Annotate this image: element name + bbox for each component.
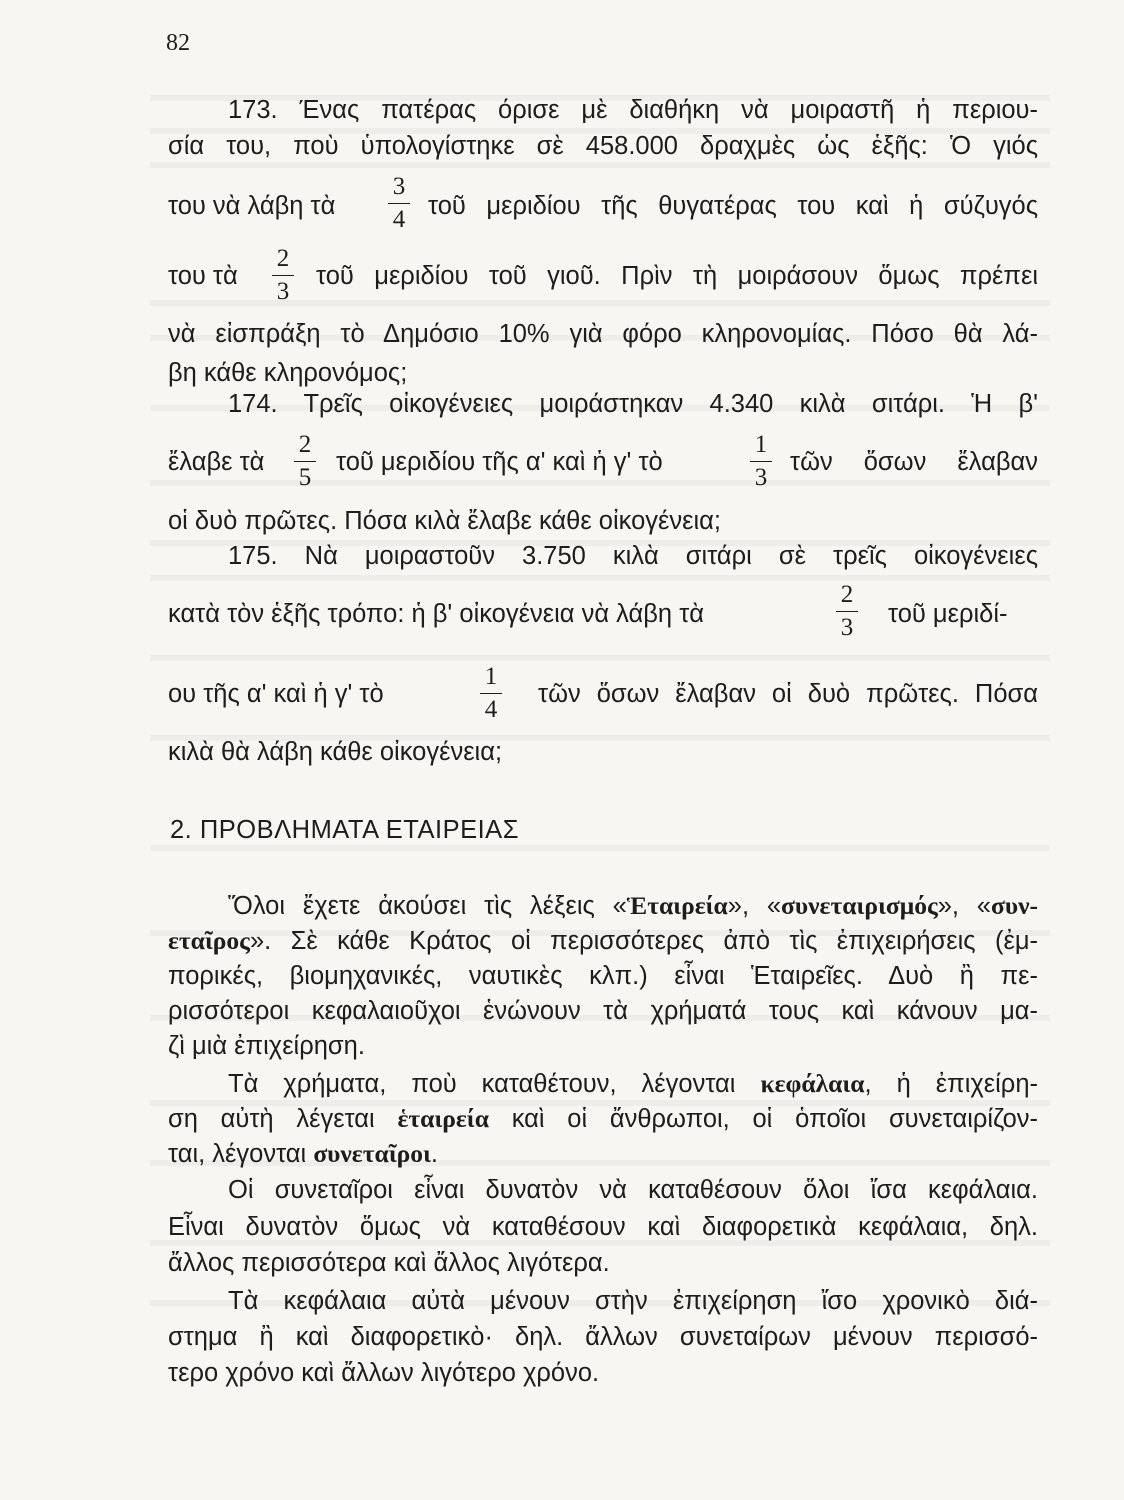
fraction-bar [388, 203, 410, 204]
text-line: ου τῆς α' καὶ ἡ γ' τὸ [168, 680, 384, 708]
fraction-numerator: 2 [840, 581, 854, 608]
text-line: τερο χρόνο καὶ ἄλλων λιγότερο χρόνο. [168, 1359, 600, 1387]
text-line: βη κάθε κληρονόμος; [168, 359, 408, 387]
text-line: ρισσότεροι κεφαλαιοῦχοι ἑνώνουν τὰ χρήματά τους καὶ κάνουν μα- [168, 997, 1038, 1025]
text-line: του νὰ λάβη τὰ [168, 192, 336, 220]
text-line: 175. Νὰ μοιραστοῦν 3.750 κιλὰ σιτάρι σὲ τρεῖς οἰκογένειες [228, 542, 1038, 570]
fraction-bar [750, 461, 772, 462]
fraction-denominator: 3 [276, 278, 290, 305]
fraction-denominator: 3 [754, 464, 768, 491]
text-line: σία του, ποὺ ὑπολογίστηκε σὲ 458.000 δραχμὲς ὡς ἑξῆς: Ὁ γιός [168, 132, 1038, 160]
text-line: κατὰ τὸν ἑξῆς τρόπο: ἡ β' οἰκογένεια νὰ λάβη τὰ [168, 600, 705, 628]
text-line: ται, λέγονται συνεταῖροι. [168, 1139, 438, 1168]
fraction-numerator: 1 [484, 663, 498, 690]
text-line: νὰ εἰσπράξη τὸ Δημόσιο 10% γιὰ φόρο κληρονομίας. Πόσο θὰ λά- [168, 320, 1038, 348]
fraction-numerator: 2 [298, 431, 312, 458]
text-line: 174. Τρεῖς οἰκογένειες μοιράστηκαν 4.340 κιλὰ σιτάρι. Ἡ β' [228, 390, 1038, 418]
page-number: 82 [166, 30, 190, 56]
text-line: ζὶ μιὰ ἐπιχείρηση. [168, 1032, 365, 1060]
text-line: Εἶναι δυνατὸν ὅμως νὰ καταθέσουν καὶ διαφορετικὰ κεφάλαια, δηλ. [168, 1213, 1038, 1241]
text-line: Ὅλοι ἔχετε ἀκούσει τὶς λέξεις «Ἑταιρεία», «συνεταιρισμός», «συν- [228, 891, 1038, 920]
text-line: Οἱ συνεταῖροι εἶναι δυνατὸν νὰ καταθέσουν ὅλοι ἴσα κεφάλαια. [228, 1176, 1038, 1204]
text-line: 173. Ένας πατέρας όρισε μὲ διαθήκη νὰ μοιραστῆ ἡ περιου- [228, 96, 1038, 124]
fraction-bar [480, 693, 502, 694]
text-line: ἔλαβε τὰ [168, 448, 265, 476]
text-line: εταῖρος». Σὲ κάθε Κράτος οἱ περισσότερες ἀπὸ τὶς ἐπιχειρήσεις (ἐμ- [168, 926, 1038, 955]
fraction-denominator: 5 [298, 464, 312, 491]
fraction-numerator: 3 [392, 173, 406, 200]
text-line: τῶν ὅσων ἔλαβαν [790, 448, 1038, 476]
text-line: στημα ἢ καὶ διαφορετικὸ· δηλ. ἄλλων συνεταίρων μένουν περισσό- [168, 1323, 1038, 1351]
fraction-numerator: 1 [754, 431, 768, 458]
text-line: ση αὐτὴ λέγεται ἑταιρεία καὶ οἱ ἄνθρωποι, οἱ ὁποῖοι συνεταιρίζον- [168, 1104, 1038, 1133]
text-line: τοῦ μεριδί- [888, 600, 1008, 628]
text-line: πορικές, βιομηχανικές, ναυτικὲς κλπ.) εἶναι Ἑταιρεῖες. Δυὸ ἢ πε- [168, 962, 1038, 990]
text-line: τῶν ὅσων ἔλαβαν οἱ δυὸ πρῶτες. Πόσα [538, 680, 1038, 708]
fraction-denominator: 4 [484, 696, 498, 723]
text-line: ἄλλος περισσότερα καὶ ἄλλος λιγότερα. [168, 1249, 610, 1277]
text-line: τοῦ μεριδίου τῆς α' καὶ ἡ γ' τὸ [336, 448, 663, 476]
fraction-numerator: 2 [276, 245, 290, 272]
section-heading: 2. ΠΡΟΒΛΗΜΑΤΑ ΕΤΑΙΡΕΙΑΣ [170, 816, 519, 844]
text-line: τοῦ μεριδίου τοῦ γιοῦ. Πρὶν τὴ μοιράσουν ὅμως πρέπει [316, 262, 1038, 290]
text-line: κιλὰ θὰ λάβη κάθε οἰκογένεια; [168, 738, 503, 766]
text-line: Τὰ χρήματα, ποὺ καταθέτουν, λέγονται κεφάλαια, ἡ ἐπιχείρη- [228, 1069, 1038, 1098]
fraction-bar [272, 275, 294, 276]
text-line: του τὰ [168, 262, 238, 290]
fraction-bar [294, 461, 316, 462]
text-line: οἱ δυὸ πρῶτες. Πόσα κιλὰ ἔλαβε κάθε οἰκογένεια; [168, 507, 722, 535]
text-line: τοῦ μεριδίου τῆς θυγατέρας του καὶ ἡ σύζυγός [428, 192, 1038, 220]
fraction-denominator: 3 [840, 614, 854, 641]
fraction-bar [836, 611, 858, 612]
text-line: Τὰ κεφάλαια αὐτὰ μένουν στὴν ἐπιχείρηση ἴσο χρονικὸ διά- [228, 1287, 1038, 1315]
fraction-denominator: 4 [392, 206, 406, 233]
